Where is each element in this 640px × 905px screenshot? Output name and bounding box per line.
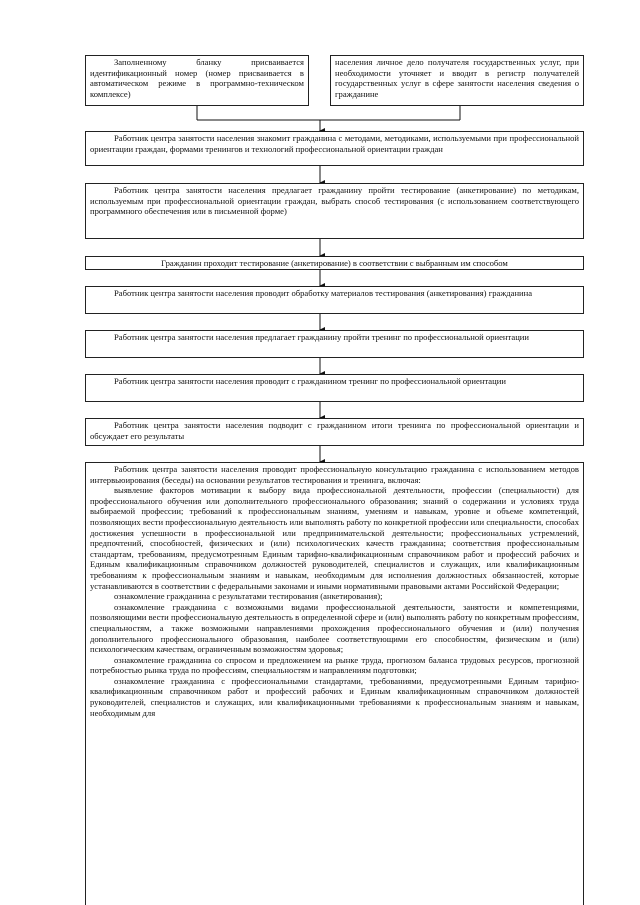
step-offer-testing-text: Работник центра занятости населения предлагает гражданину пройти тестирование (анкетирование) по методикам, используемым при профессиональной ориентации граждан, выбрать способ тестирования (с использованием соответствующего программного обеспечения или в письменной форме) — [90, 185, 579, 216]
step-processing-text: Работник центра занятости населения проводит обработку материалов тестирования (анкетирования) гражданина — [114, 288, 533, 298]
step-testing — [85, 256, 584, 270]
step-personal-file — [330, 55, 584, 106]
step-processing — [85, 286, 584, 314]
consultation-item-motivation: выявление факторов мотивации к выбору вида профессиональной деятельности, профессии (специальности) для профессионального обучения или дополнительного профессионального образования; знаний о содержании и условиях труда выбираемой профессии; требований к профессиональным знаниям, умениям и навыкам, уровне и объеме компетенций, позволяющих вести профессиональную деятельность или выполнять работу по конкретной профессии или специальности, способах достижения успешности в профессиональной или предпринимательской деятельности; профессиональных устремлений, предпочтений, способностей, физических и (или) психологических качеств гражданина; соответствия профессиональным стандартам, требованиям, предусмотренным Единым тарифно-квалификационным справочником работ и профессий рабочих и Единым квалификационным справочником должностей руководителей, специалистов и служащих, или квалификационным требованиям к профессиональным знаниям и навыкам, необходимым для исполнения должностных обязанностей, которые устанавливаются в соответствии с федеральными законами и иными нормативными правовыми актами Российской Федерации; — [90, 485, 579, 591]
step-offer-training-text: Работник центра занятости населения предлагает гражданину пройти тренинг по профессиональной ориентации — [114, 332, 529, 342]
consultation-item-results: ознакомление гражданина с результатами тестирования (анкетирования); — [114, 591, 383, 602]
step-methods-intro-text: Работник центра занятости населения знакомит гражданина с методами, методиками, используемыми при профессиональной ориентации граждан, формами тренингов и технологий профессиональной ориентации граждан — [90, 133, 579, 154]
consultation-item-standards: ознакомление гражданина с профессиональными стандартами, требованиями, предусмотренными Единым тарифно-квалификационным справочником работ и профессий рабочих и Единым квалификационным справочником должностей руководителей, специалистов и служащих, или квалификационными требованиями к профессиональным знаниям и навыкам, необходимым для — [90, 675, 579, 718]
step-training — [85, 374, 584, 402]
step-training-text: Работник центра занятости населения проводит с гражданином тренинг по профессиональной ориентации — [114, 376, 506, 386]
step-personal-file-text: населения личное дело получателя государственных услуг, при необходимости уточняет и вводит в регистр получателей государственных услуг в сфере занятости населения сведения о гражданине — [335, 57, 579, 99]
consultation-item-labor-market: ознакомление гражданина со спросом и предложением на рынке труда, прогнозом баланса трудовых ресурсов, прогнозной потребностью рынка труда по профессиям, специальностям и направлениям подготовки; — [90, 654, 579, 676]
step-methods-intro — [85, 131, 584, 166]
consultation-item-activities: ознакомление гражданина с возможными видами профессиональной деятельности, занятости и компетенциями, позволяющими вести профессиональную деятельность в определенной сфере и (или) выполнять работу по конкретным профессиям, специальностям, а также возможными направлениями прохождения профессионального обучения и (или) получения дополнительного профессионального образования, наиболее соответствующими его способностям, физическим и (или) психологическим качествам, ограниченным возможностям здоровья; — [90, 601, 579, 655]
step-consultation — [85, 462, 584, 905]
step-testing-text: Гражданин проходит тестирование (анкетирование) в соответствии с выбранным им способом — [161, 258, 508, 268]
step-offer-testing — [85, 183, 584, 239]
step-training-results — [85, 418, 584, 446]
consultation-intro: Работник центра занятости населения проводит профессиональную консультацию гражданина с использованием методов интервьюирования (беседы) на основании результатов тестирования и тренинга, включая: — [90, 464, 579, 485]
step-offer-training — [85, 330, 584, 358]
step-assign-id-text: Заполненному бланку присваивается идентификационный номер (номер присваивается в автоматическом режиме в программно-техническом комплексе) — [90, 57, 304, 99]
step-assign-id — [85, 55, 309, 106]
step-training-results-text: Работник центра занятости населения подводит с гражданином итоги тренинга по профессиональной ориентации и обсуждает его результаты — [90, 420, 579, 441]
